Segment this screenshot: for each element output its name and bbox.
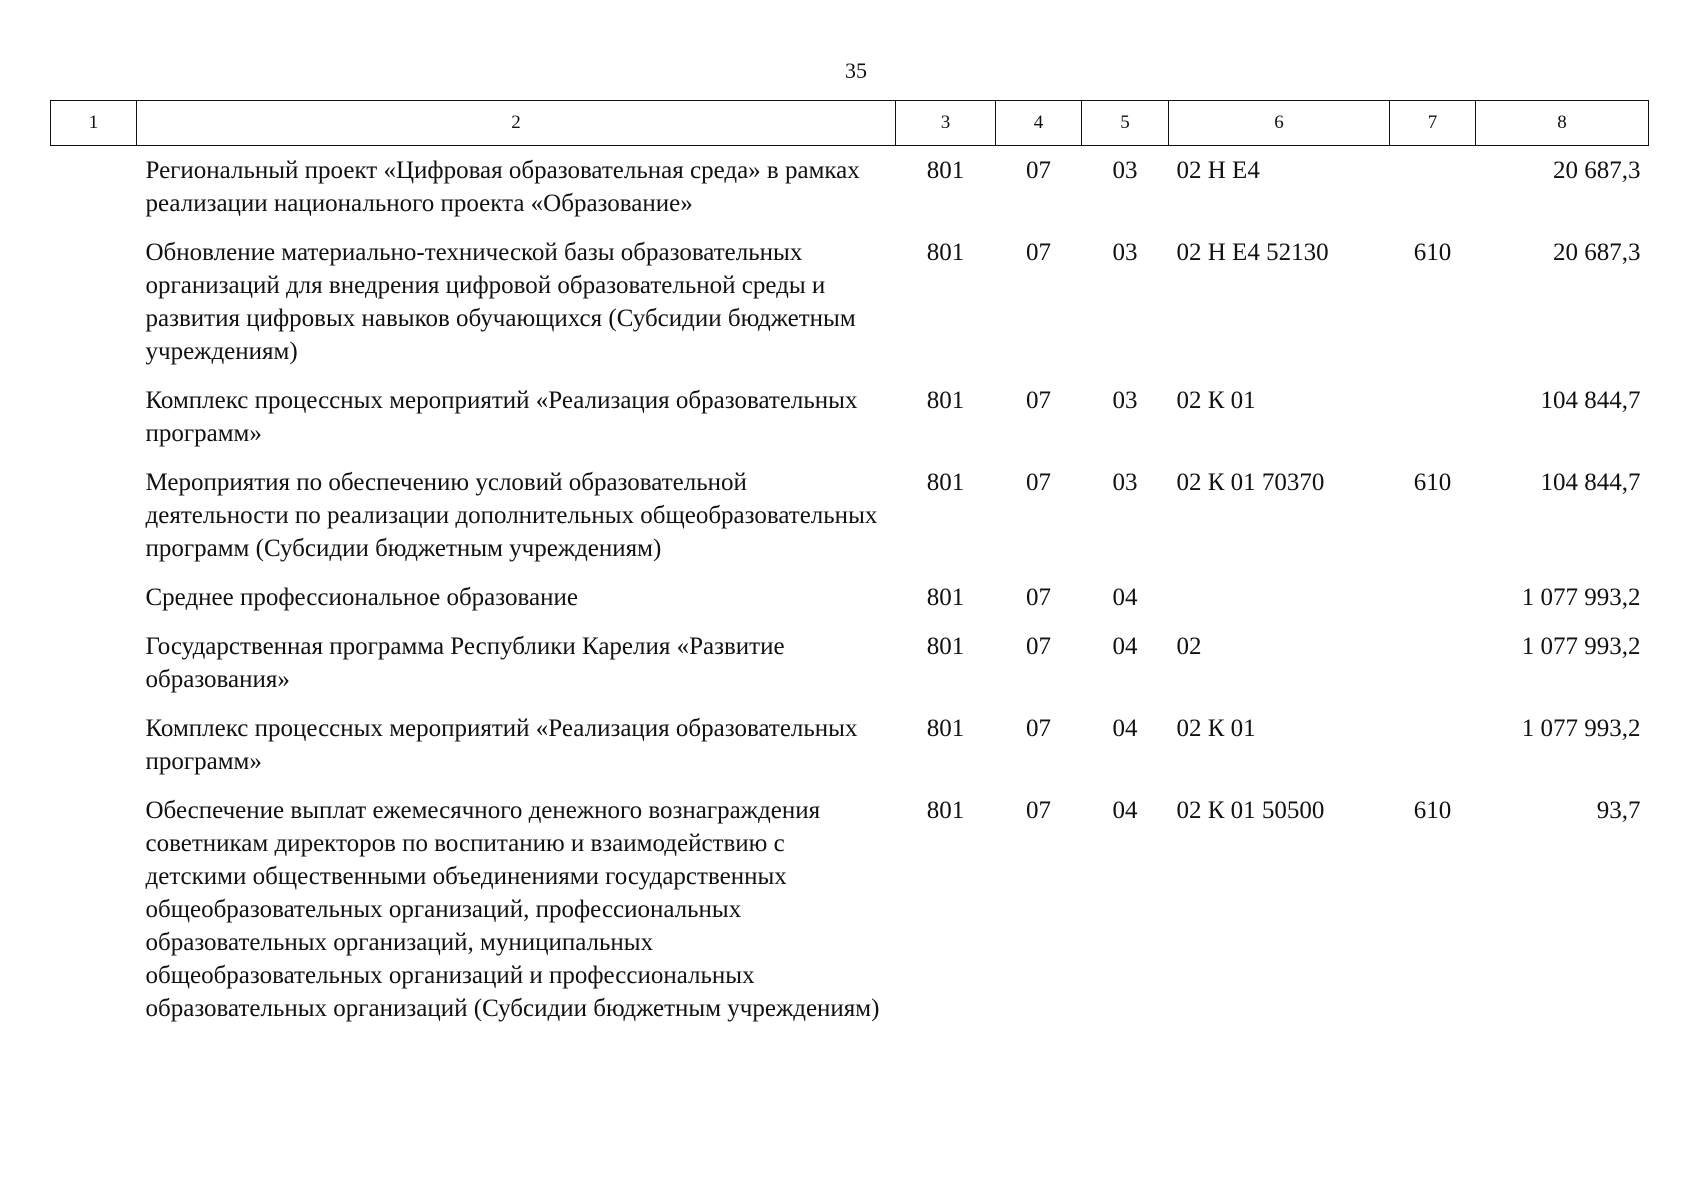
row-amount: 93,7 [1596, 797, 1641, 824]
row-target-article: 02 [1176, 633, 1202, 660]
row-grbs: 801 [926, 633, 965, 660]
table-row [51, 146, 1649, 237]
column-header-3: 3 [896, 101, 996, 146]
row-amount: 20 687,3 [1553, 239, 1641, 266]
row-target-article: 02 К 01 50500 [1176, 797, 1325, 824]
row-name: Региональный проект «Цифровая образовательная среда» в рамках реализации национального проекта «Образование» [145, 157, 860, 217]
budget-table [50, 100, 1649, 1041]
row-grbs: 801 [926, 469, 965, 496]
column-header-5: 5 [1082, 101, 1169, 146]
row-grbs: 801 [926, 157, 965, 184]
row-amount: 1 077 993,2 [1521, 584, 1641, 611]
row-number-cell [51, 712, 137, 794]
row-name: Комплекс процессных мероприятий «Реализация образовательных программ» [145, 387, 858, 447]
table-row [51, 466, 1649, 581]
row-subsection: 03 [1112, 157, 1138, 184]
table-row [51, 236, 1649, 384]
column-header-4: 4 [996, 101, 1082, 146]
row-name: Комплекс процессных мероприятий «Реализация образовательных программ» [145, 715, 858, 775]
row-section: 07 [1026, 715, 1051, 742]
column-header-1: 1 [51, 101, 137, 146]
row-number-cell [51, 581, 137, 630]
row-expense-type [1390, 384, 1476, 466]
row-target-article: 02 Н Е4 52130 [1176, 239, 1329, 266]
row-section: 07 [1026, 157, 1051, 184]
row-number-cell [51, 630, 137, 712]
row-subsection: 04 [1112, 584, 1138, 611]
row-name: Обновление материально-технической базы образовательных организаций для внедрения цифровой образовательной среды и развития цифровых навыков обучающихся (Субсидии бюджетным учреждениям) [145, 239, 856, 365]
row-grbs: 801 [926, 387, 965, 414]
table-row [51, 794, 1649, 1041]
row-section: 07 [1026, 239, 1051, 266]
row-number-cell [51, 794, 137, 1041]
row-amount: 20 687,3 [1553, 157, 1641, 184]
row-name: Среднее профессиональное образование [145, 584, 578, 611]
row-amount: 1 077 993,2 [1521, 715, 1641, 742]
table-header [51, 101, 1649, 146]
row-subsection: 03 [1112, 387, 1138, 414]
row-grbs: 801 [926, 797, 965, 824]
row-expense-type: 610 [1413, 239, 1452, 266]
row-amount: 104 844,7 [1540, 469, 1641, 496]
column-header-7: 7 [1390, 101, 1476, 146]
table-body [51, 146, 1649, 1042]
row-amount: 104 844,7 [1540, 387, 1641, 414]
row-subsection: 04 [1112, 633, 1138, 660]
row-section: 07 [1026, 797, 1051, 824]
row-number-cell [51, 236, 137, 384]
row-target-article: 02 Н Е4 [1176, 157, 1260, 184]
row-number-cell [51, 384, 137, 466]
row-amount: 1 077 993,2 [1521, 633, 1641, 660]
row-target-article: 02 К 01 [1176, 715, 1256, 742]
table-row [51, 712, 1649, 794]
row-grbs: 801 [926, 584, 965, 611]
row-expense-type [1390, 630, 1476, 712]
row-name: Государственная программа Республики Карелия «Развитие образования» [145, 633, 785, 693]
column-header-6: 6 [1169, 101, 1390, 146]
row-target-article [1169, 581, 1390, 630]
row-target-article: 02 К 01 [1176, 387, 1256, 414]
table-row [51, 630, 1649, 712]
row-target-article: 02 К 01 70370 [1176, 469, 1325, 496]
column-header-8: 8 [1476, 101, 1649, 146]
row-expense-type: 610 [1413, 797, 1452, 824]
row-section: 07 [1026, 469, 1051, 496]
column-header-2: 2 [137, 101, 896, 146]
row-grbs: 801 [926, 715, 965, 742]
row-subsection: 03 [1112, 469, 1138, 496]
row-section: 07 [1026, 633, 1051, 660]
row-expense-type [1390, 712, 1476, 794]
row-section: 07 [1026, 584, 1051, 611]
table-row [51, 581, 1649, 630]
row-expense-type [1390, 146, 1476, 237]
row-number-cell [51, 146, 137, 237]
page-number: 35 [845, 58, 867, 83]
row-section: 07 [1026, 387, 1051, 414]
row-subsection: 03 [1112, 239, 1138, 266]
row-name: Мероприятия по обеспечению условий образовательной деятельности по реализации дополнительных общеобразовательных программ (Субсидии бюджетным учреждениям) [145, 469, 878, 562]
row-name: Обеспечение выплат ежемесячного денежного вознаграждения советникам директоров по воспитанию и взаимодействию с детскими общественными объединениями государственных общеобразовательных организаций, профессиональных образовательных организаций, муниципальных общеобразовательных организаций и профессиональных образовательных организаций (Субсидии бюджетным учреждениям) [145, 797, 880, 1022]
row-subsection: 04 [1112, 797, 1138, 824]
table-row [51, 384, 1649, 466]
row-grbs: 801 [926, 239, 965, 266]
row-subsection: 04 [1112, 715, 1138, 742]
row-expense-type [1390, 581, 1476, 630]
row-expense-type: 610 [1413, 469, 1452, 496]
row-number-cell [51, 466, 137, 581]
